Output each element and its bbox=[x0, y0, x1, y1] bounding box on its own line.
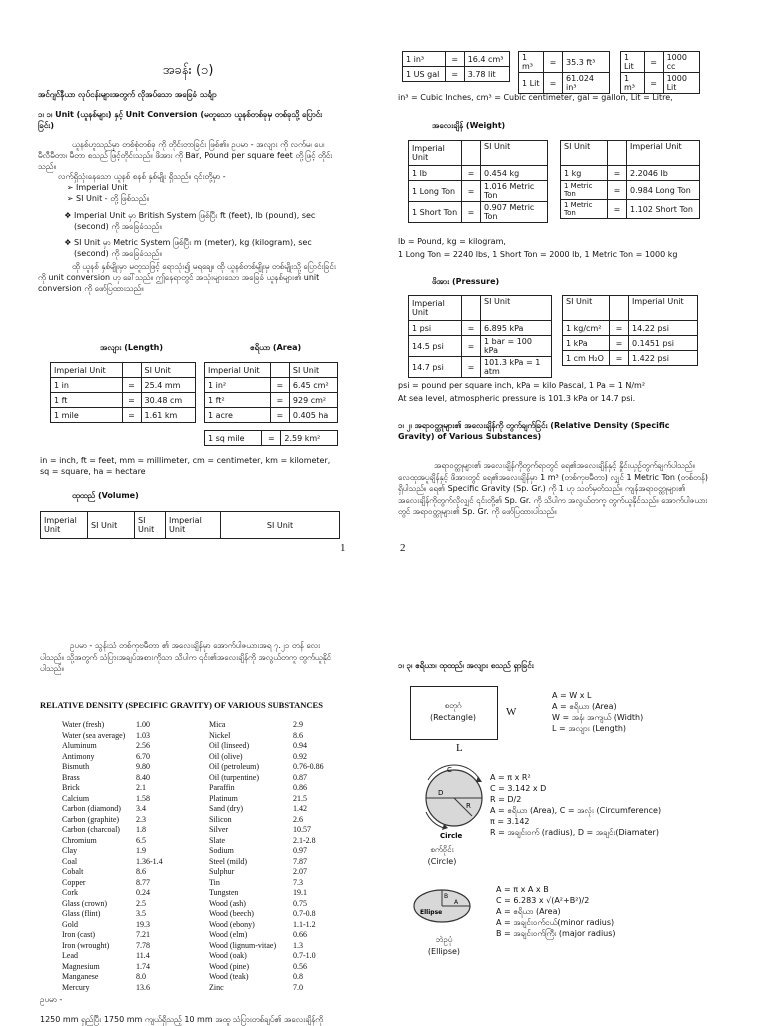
substance-name: Wood (beech) bbox=[209, 909, 254, 918]
substance-value: 7.78 bbox=[136, 940, 150, 950]
substance-row bbox=[62, 825, 182, 836]
substance-value: 8.6 bbox=[136, 867, 146, 876]
paragraph: အရာဝတ္ထုများ၏ အလေးချိန်ကိုတွက်ရာတွင် ရေ၏အလေးချိန်နှင့် နှိုင်းယှဉ်တွက်ချက်ပါသည်။ လေထုအပူချိန်နှင့် ဖိအားတွင် ရေ၏အလေးချိန်မှာ 1 m³ (တစ်ကုဗမီတာ) လျှင် 1 Metric Ton (တစ်တန်) ရှိပါသည်။ ရေ၏ Specific Gravity (Sp. Gr.) ကို 1 ဟု သတ်မှတ်သည်။ ကျန်အရာဝတ္ထုများ၏ အလေးချိန်ကိုတွက်လိုလျှင် ၎င်းတို့၏ Sp. Gr. ကို သိပါက အလွယ်တကူ တွက်ယူနိုင်သည်။ အောက်ပါဇယားတွင် အရာဝတ္ထုများ၏ Sp. Gr. ကို ဖော်ပြထားပါသည်။ bbox=[398, 461, 708, 517]
substance-row bbox=[209, 920, 339, 931]
ellipse-label: ဘဲဥပုံ (Ellipse) bbox=[427, 935, 461, 956]
circle-image-label: Circle bbox=[440, 832, 463, 840]
substance-row bbox=[62, 794, 182, 805]
substance-name: Mica bbox=[209, 720, 226, 729]
example-text: 1250 mm ရှည်ပြီး 1750 mm ကျယ်ရှိသည့် 10 mm အထူ သံပြားတစ်ချပ်၏ အလေးချိန်ကို bbox=[40, 1015, 324, 1024]
substance-name: Iron (cast) bbox=[62, 930, 96, 939]
list-item: ➢ SI Unit - တို့ ဖြစ်သည်။ bbox=[76, 194, 338, 205]
substance-row bbox=[209, 941, 339, 952]
substance-value: 11.4 bbox=[136, 951, 150, 960]
substance-row bbox=[209, 836, 339, 847]
substance-name: Clay bbox=[62, 846, 78, 855]
list-item: ❖ SI Unit မှာ Metric System ဖြစ်ပြီး m (meter), kg (kilogram), sec (second) ကို အခြေခံသည်။ bbox=[74, 238, 338, 260]
substance-name: Brass bbox=[62, 772, 80, 782]
substance-value: 8.40 bbox=[136, 772, 150, 782]
table-title: RELATIVE DENSITY (SPECIFIC GRAVITY) OF VARIOUS SUBSTANCES bbox=[40, 700, 323, 710]
abbreviation-note: in = inch, ft = feet, mm = millimeter, cm = centimeter, km = kilometer, sq = square, ha = hectare bbox=[40, 456, 331, 477]
substance-name: Nickel bbox=[209, 730, 231, 740]
substance-value: 0.7-1.0 bbox=[293, 951, 316, 960]
substance-row bbox=[209, 783, 339, 794]
substance-name: Tungsten bbox=[209, 888, 239, 897]
substance-value: 0.24 bbox=[136, 888, 150, 897]
substance-row bbox=[62, 846, 182, 857]
substance-row bbox=[209, 983, 339, 994]
substance-name: Carbon (graphite) bbox=[62, 814, 120, 824]
substance-value: 3.4 bbox=[136, 804, 146, 813]
substance-value: 0.75 bbox=[293, 898, 307, 908]
substance-value: 1.58 bbox=[136, 793, 150, 803]
circle-label: စက်ဝိုင်း (Circle) bbox=[427, 845, 457, 866]
substance-row bbox=[62, 930, 182, 941]
list-item: ➢ Imperial Unit bbox=[76, 183, 338, 194]
substance-name: Antimony bbox=[62, 751, 95, 761]
substance-name: Oil (petroleum) bbox=[209, 762, 259, 771]
substance-name: Steel (mild) bbox=[209, 856, 247, 866]
volume-table-1: 1 in³ = 16.4 cm³ 1 US gal = 3.78 lit bbox=[402, 51, 510, 82]
substance-name: Tin bbox=[209, 877, 220, 887]
substance-row bbox=[209, 773, 339, 784]
substance-row bbox=[62, 962, 182, 973]
substance-value: 21.5 bbox=[293, 793, 307, 803]
paragraph: ဥပမာ - သွန်းသံ တစ်ကုဗမီတာ ၏ အလေးချိန်မှာ အောက်ပါဇယားအရ ၇.၂၁ တန် လေးပါသည်။ သို့အတွက် သံပြားအချပ်အစားကိုသာ သိပါက ၎င်း၏အလေးချိန်ကို အလွယ်တကူ တွက်ယူနိုင်ပါသည်။ bbox=[40, 641, 332, 674]
chapter-subtitle: အင်ဂျင်နီယာ လုပ်ငန်းများအတွက် လိုအပ်သော အခြေခံ သင်္ချာ bbox=[38, 89, 217, 99]
substance-value: 2.9 bbox=[293, 720, 303, 729]
substance-row bbox=[62, 804, 182, 815]
substance-row bbox=[62, 720, 182, 731]
substance-name: Coal bbox=[62, 856, 78, 866]
rectangle-formulas: A = W x L A = ဧရိယာ (Area) W = အနံ၊ အကျယ် (Width) L = အလျား (Length) bbox=[552, 691, 644, 733]
substance-row bbox=[209, 762, 339, 773]
substance-row bbox=[209, 899, 339, 910]
substance-value: 8.6 bbox=[293, 730, 303, 740]
paragraph: ထို ယူနစ် နှစ်မျိုးမှာ မတူသဖြင့် ရောသုံး၍ မရချေ။ ထို ယူနစ်တစ်မျိုးမှ တစ်မျိုးသို့ ပြောင်းခြင်းကို unit conversion ဟု ခေါ်သည်။ ဤနေရာတွင် အသုံးများသော အခြေခံ ယူနစ်များ၏ unit conversion ကို ဖော်ပြထားသည်။ bbox=[38, 261, 336, 293]
pressure-table-1: Imperial Unit SI Unit 1 psi = 6.895 kPa 14.5 psi = 1 bar = 100 kPa 14.7 psi = 101.3 kPa = 1 atm bbox=[408, 295, 552, 378]
substance-row bbox=[62, 951, 182, 962]
substance-value: 8.77 bbox=[136, 877, 150, 887]
substance-row bbox=[209, 857, 339, 868]
substance-value: 7.21 bbox=[136, 930, 150, 939]
substance-row bbox=[209, 794, 339, 805]
substance-value: 2.07 bbox=[293, 867, 307, 876]
substance-row bbox=[62, 899, 182, 910]
weight-heading: အလေးချိန် (Weight) bbox=[432, 121, 506, 130]
substance-value: 2.1-2.8 bbox=[293, 835, 316, 845]
substance-name: Zinc bbox=[209, 982, 224, 992]
page-number: 2 bbox=[400, 542, 406, 554]
substance-row bbox=[62, 731, 182, 742]
substance-value: 7.3 bbox=[293, 877, 303, 887]
substance-name: Calcium bbox=[62, 793, 90, 803]
substance-name: Iron (wrought) bbox=[62, 940, 110, 950]
substance-value: 6.5 bbox=[136, 835, 146, 845]
substance-row bbox=[209, 752, 339, 763]
volume-note: in³ = Cubic Inches, cm³ = Cubic centimeter, gal = gallon, Lit = Litre, bbox=[398, 93, 673, 102]
substance-row bbox=[62, 941, 182, 952]
pressure-heading: ဖိအား (Pressure) bbox=[432, 277, 500, 286]
substance-name: Wood (oak) bbox=[209, 951, 247, 960]
substance-row bbox=[62, 867, 182, 878]
substance-name: Oil (turpentine) bbox=[209, 772, 259, 782]
chapter-title: အခန်း (၁) bbox=[162, 63, 214, 78]
volume-table-3: 1 Lit = 1000 cc 1 m³ = 1000 Lit bbox=[620, 51, 700, 94]
page-1 bbox=[38, 62, 338, 294]
rectangle-length-label: L bbox=[456, 742, 463, 754]
substance-value: 19.1 bbox=[293, 888, 307, 897]
volume-table-2: 1 m³ = 35.3 ft³ 1 Lit = 61.024 in³ bbox=[518, 51, 610, 94]
substance-value: 10.57 bbox=[293, 825, 311, 834]
substance-name: Silver bbox=[209, 825, 229, 834]
substance-row bbox=[62, 857, 182, 868]
substance-name: Water (fresh) bbox=[62, 720, 105, 729]
sq-mile-table: 1 sq mile = 2.59 km² bbox=[204, 430, 338, 446]
substance-name: Sodium bbox=[209, 846, 234, 855]
rectangle-label: စတုဂံ (Rectangle) bbox=[429, 701, 477, 722]
substance-value: 2.6 bbox=[293, 814, 303, 824]
substance-value: 2.5 bbox=[136, 898, 146, 908]
length-table: Imperial Unit SI Unit 1 in = 25.4 mm 1 ft = 30.48 cm 1 mile = 1.61 km bbox=[50, 362, 196, 423]
substance-value: 13.6 bbox=[136, 982, 150, 992]
substance-row bbox=[209, 878, 339, 889]
substance-value: 1.42 bbox=[293, 804, 307, 813]
substance-name: Magnesium bbox=[62, 961, 100, 971]
weight-table-1: Imperial Unit SI Unit 1 lb = 0.454 kg 1 Long Ton = 1.016 Metric Ton 1 Short Ton = 0.907 Metric Ton bbox=[408, 140, 548, 223]
substance-value: 1.8 bbox=[136, 825, 146, 834]
page-number: 1 bbox=[340, 542, 346, 554]
substance-name: Chromium bbox=[62, 835, 97, 845]
circle-formulas: A = π x R² C = 3.142 x D R = D/2 A = ဧရိယာ (Area), C = အလုံး (Circumference) π = 3.142 R = အချင်းဝက် (radius), D = အချင်း(Diamater) bbox=[490, 773, 662, 837]
section-heading: ၁၊ ၂၊ အရာဝတ္ထုများ၏ အလေးချိန်ကို တွက်ချက်ခြင်း (Relative Density (Specific Gravity) of Various Substances) bbox=[398, 421, 670, 442]
substance-value: 3.5 bbox=[136, 909, 146, 918]
substance-row bbox=[62, 909, 182, 920]
substance-value: 0.7-0.8 bbox=[293, 909, 316, 918]
rectangle-width-label: W bbox=[506, 706, 517, 718]
substance-value: 0.66 bbox=[293, 930, 307, 939]
substance-value: 1.3 bbox=[293, 940, 303, 950]
substance-name: Water (sea average) bbox=[62, 730, 126, 740]
substance-row bbox=[209, 741, 339, 752]
circle-diagram bbox=[414, 760, 494, 840]
substance-name: Mercury bbox=[62, 982, 90, 992]
substance-value: 2.3 bbox=[136, 814, 146, 824]
substance-value: 2.56 bbox=[136, 741, 150, 750]
substance-value: 1.36-1.4 bbox=[136, 856, 163, 866]
substance-row bbox=[209, 962, 339, 973]
circle-r-label: R bbox=[466, 802, 471, 810]
substance-row bbox=[209, 804, 339, 815]
substance-row bbox=[209, 825, 339, 836]
substance-name: Glass (crown) bbox=[62, 898, 108, 908]
substance-name: Manganese bbox=[62, 972, 99, 981]
weight-table-2: SI Unit Imperial Unit 1 kg = 2.2046 lb 1 Metric Ton = 0.984 Long Ton 1 Metric Ton = 1.102 Short Ton bbox=[560, 140, 700, 219]
ellipse-diagram bbox=[410, 884, 474, 932]
substance-row bbox=[62, 920, 182, 931]
ellipse-formulas: A = π x A x B C = 6.283 x √(A²+B²)/2 A = ဧရိယာ (Area) A = အချင်းဝက်ငယ်(minor radius) B = အချင်းဝက်ကြီး (major radius) bbox=[496, 885, 616, 938]
substance-row bbox=[209, 731, 339, 742]
substance-name: Paraffin bbox=[209, 783, 235, 792]
substance-row bbox=[62, 983, 182, 994]
section-heading: ၁၊ ၁၊ Unit (ယူနစ်များ) နှင့် Unit Conversion (မတူသော ယူနစ်တစ်ခုမှ တစ်ခုသို့ ပြောင်းခြင်း) bbox=[38, 110, 323, 131]
substance-name: Copper bbox=[62, 877, 86, 887]
substance-row bbox=[209, 930, 339, 941]
substance-name: Aluminum bbox=[62, 741, 97, 750]
example-label: ဥပမာ - bbox=[40, 995, 63, 1004]
substance-value: 0.92 bbox=[293, 751, 307, 761]
substance-list-right bbox=[209, 720, 339, 993]
ellipse-b-label: B bbox=[444, 893, 449, 900]
substance-name: Lead bbox=[62, 951, 78, 960]
substance-value: 6.70 bbox=[136, 751, 150, 761]
substance-row bbox=[62, 752, 182, 763]
area-table: Imperial Unit SI Unit 1 in² = 6.45 cm² 1 ft² = 929 cm² 1 acre = 0.405 ha bbox=[204, 362, 338, 423]
substance-row bbox=[209, 951, 339, 962]
list-item: ❖ Imperial Unit မှာ British System ဖြစ်ပြီး ft (feet), lb (pound), sec (second) ကို အခြေခံသည်။ bbox=[74, 211, 338, 233]
substance-value: 7.87 bbox=[293, 856, 307, 866]
substance-row bbox=[62, 836, 182, 847]
substance-row bbox=[62, 783, 182, 794]
substance-row bbox=[209, 720, 339, 731]
substance-value: 0.87 bbox=[293, 772, 307, 782]
area-heading: ဧရိယာ (Area) bbox=[250, 343, 302, 352]
substance-name: Gold bbox=[62, 919, 78, 929]
substance-row bbox=[62, 762, 182, 773]
substance-row bbox=[209, 909, 339, 920]
substance-name: Oil (linseed) bbox=[209, 741, 250, 750]
substance-list-left bbox=[62, 720, 182, 993]
substance-row bbox=[62, 773, 182, 784]
substance-value: 9.80 bbox=[136, 762, 150, 771]
substance-value: 0.8 bbox=[293, 972, 303, 981]
substance-value: 0.97 bbox=[293, 846, 307, 855]
substance-name: Wood (teak) bbox=[209, 972, 249, 981]
substance-value: 2.1 bbox=[136, 783, 146, 792]
substance-value: 19.3 bbox=[136, 919, 150, 929]
substance-name: Cork bbox=[62, 888, 78, 897]
substance-name: Sulphur bbox=[209, 867, 235, 876]
substance-value: 0.86 bbox=[293, 783, 307, 792]
pressure-table-2: SI Unit Imperial Unit 1 kg/cm² = 14.22 psi 1 kPa = 0.1451 psi 1 cm H₂O = 1.422 psi bbox=[562, 295, 698, 366]
substance-value: 8.0 bbox=[136, 972, 146, 981]
paragraph: လက်ရှိသုံးနေသော ယူနစ် စနစ် နှစ်မျိုး ရှိသည်။ ၎င်းတို့မှာ - bbox=[58, 172, 226, 182]
ellipse-image-label: Ellipse bbox=[420, 909, 443, 916]
substance-row bbox=[62, 815, 182, 826]
substance-name: Slate bbox=[209, 835, 225, 845]
length-heading: အလျား (Length) bbox=[100, 343, 163, 352]
substance-row bbox=[62, 878, 182, 889]
substance-name: Carbon (diamond) bbox=[62, 804, 121, 813]
substance-row bbox=[62, 888, 182, 899]
substance-name: Glass (flint) bbox=[62, 909, 101, 918]
substance-value: 0.94 bbox=[293, 741, 307, 750]
paragraph: ယူနစ်ဟူသည်မှာ တစ်စုံတစ်ခု ကို တိုင်းတာခြင်း ဖြစ်၏။ ဥပမာ - အလျား ကို လက်မ၊ ပေ၊ မီလီမီတာ၊ မီတာ စသည် ဖြင့်တိုင်းသည်။ ဖိအား ကို Bar, Pound per square feet တို့ဖြင့် တိုင်းသည်။ bbox=[38, 139, 333, 171]
substance-name: Wood (lignum-vitae) bbox=[209, 940, 277, 950]
substance-name: Wood (ash) bbox=[209, 898, 246, 908]
substance-value: 1.1-1.2 bbox=[293, 919, 316, 929]
substance-row bbox=[209, 888, 339, 899]
substance-row bbox=[209, 867, 339, 878]
substance-row bbox=[62, 972, 182, 983]
substance-value: 0.56 bbox=[293, 961, 307, 971]
substance-value: 1.03 bbox=[136, 730, 150, 740]
substance-name: Wood (ebony) bbox=[209, 919, 255, 929]
substance-row bbox=[209, 815, 339, 826]
volume-heading: ထုထည် (Volume) bbox=[72, 491, 139, 500]
volume-table: Imperial Unit SI Unit SI Unit Imperial Unit SI Unit bbox=[40, 511, 340, 539]
substance-name: Oil (olive) bbox=[209, 751, 243, 761]
substance-name: Cobalt bbox=[62, 867, 84, 876]
substance-value: 1.9 bbox=[136, 846, 146, 855]
substance-value: 7.0 bbox=[293, 982, 303, 992]
substance-name: Carbon (charcoal) bbox=[62, 825, 120, 834]
substance-name: Platinum bbox=[209, 793, 238, 803]
substance-value: 1.74 bbox=[136, 961, 150, 971]
substance-row bbox=[209, 972, 339, 983]
substance-name: Wood (elm) bbox=[209, 930, 248, 939]
circle-c-label: C bbox=[447, 766, 452, 774]
substance-name: Silicon bbox=[209, 814, 232, 824]
substance-name: Bismuth bbox=[62, 762, 90, 771]
substance-name: Brick bbox=[62, 783, 80, 792]
section-heading: ၁၊ ၃၊ ဧရိယာ၊ ထုထည်၊ အလျား စသည် ရှာခြင်း bbox=[398, 661, 534, 670]
substance-row bbox=[62, 741, 182, 752]
substance-value: 0.76-0.86 bbox=[293, 762, 324, 771]
substance-name: Sand (dry) bbox=[209, 804, 243, 813]
ellipse-a-label: A bbox=[454, 899, 459, 906]
pressure-note: psi = pound per square inch, kPa = kilo Pascal, 1 Pa = 1 N/m² At sea level, atmospheric pressure is 101.3 kPa or 14.7 psi. bbox=[398, 381, 646, 403]
weight-note: lb = Pound, kg = kilogram, 1 Long Ton = 2240 lbs, 1 Short Ton = 2000 lb, 1 Metric Ton = 1000 kg bbox=[398, 237, 678, 259]
substance-value: 1.00 bbox=[136, 720, 150, 729]
substance-row bbox=[209, 846, 339, 857]
circle-d-label: D bbox=[438, 789, 444, 797]
substance-name: Wood (pine) bbox=[209, 961, 250, 971]
